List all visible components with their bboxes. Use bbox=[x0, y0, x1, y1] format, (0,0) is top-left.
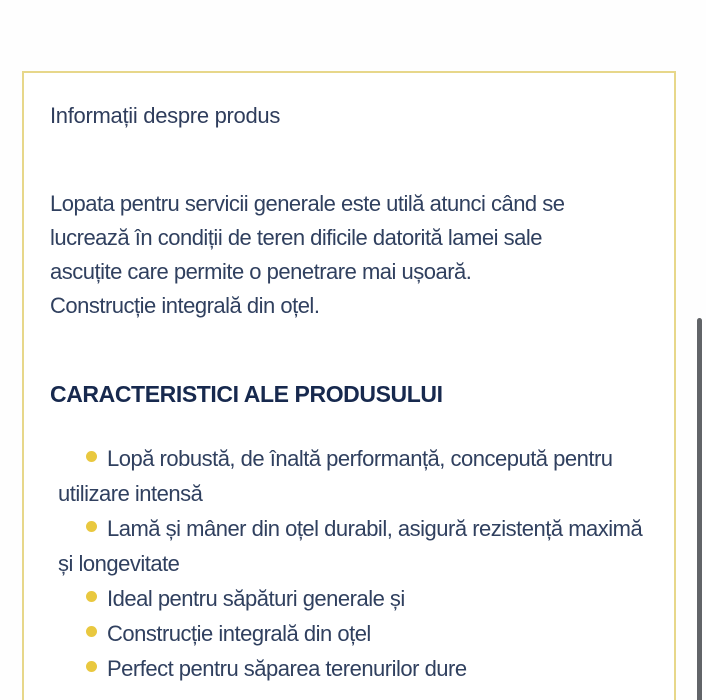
panel-title: Informații despre produs bbox=[50, 103, 281, 128]
feature-item bbox=[58, 511, 654, 581]
features-list bbox=[50, 441, 654, 686]
feature-text: Perfect pentru săparea terenurilor dure bbox=[107, 656, 467, 681]
bullet-icon bbox=[86, 661, 97, 672]
bullet-icon bbox=[86, 626, 97, 637]
feature-text: Lamă și mâner din oțel durabil, asigură rezistență maximă și longevitate bbox=[58, 516, 643, 576]
feature-text: Ideal pentru săpături generale și bbox=[107, 586, 405, 611]
section-heading: CARACTERISTICI ALE PRODUSULUI bbox=[50, 381, 443, 407]
feature-item bbox=[58, 441, 654, 511]
description-line: Construcție integrală din oțel. bbox=[50, 293, 320, 318]
product-description bbox=[50, 187, 654, 323]
scrollbar-thumb[interactable] bbox=[697, 318, 702, 700]
feature-item bbox=[58, 581, 654, 616]
feature-item bbox=[58, 616, 654, 651]
product-info-panel bbox=[22, 71, 676, 700]
bullet-icon bbox=[86, 591, 97, 602]
description-line: lucrează în condiții de teren dificile datorită lamei sale bbox=[50, 225, 542, 250]
feature-text: Lopă robustă, de înaltă performanță, concepută pentru utilizare intensă bbox=[58, 446, 613, 506]
feature-item bbox=[58, 651, 654, 686]
bullet-icon bbox=[86, 451, 97, 462]
description-line: Lopata pentru servicii generale este utilă atunci când se bbox=[50, 191, 565, 216]
bullet-icon bbox=[86, 521, 97, 532]
feature-text: Construcție integrală din oțel bbox=[107, 621, 371, 646]
description-line: ascuțite care permite o penetrare mai ușoară. bbox=[50, 259, 472, 284]
